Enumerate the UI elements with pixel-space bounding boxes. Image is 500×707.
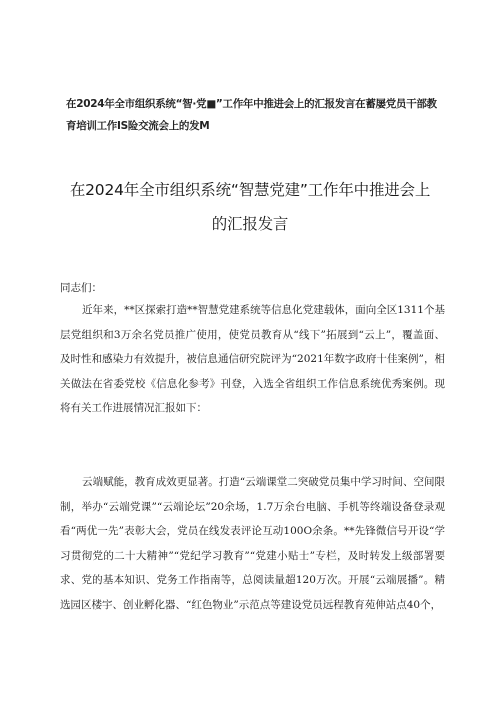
document-header: [66, 93, 446, 137]
paragraph-text: 近年来，**区探索打造**智慧党建系统等信息化党建载体，面向全区1311个基层党组织和3万余名党员推广使用，使党员教育从“线下”拓展到“云上”，覆盖面、及时性和感染力有效提升，被信息通信研究院评为“2021年数字政府十佳案例”，相关做法在省委党校《信息化参考》刊登，入选全省组织工作信息系统优秀案例。现将有关工作进展情况汇报如下：: [60, 304, 445, 415]
document-title-line-2: 的汇报发言: [211, 215, 289, 233]
body-paragraph-2: [60, 470, 445, 618]
header-line-2: 育培训工作IS险交流会上的发M: [66, 120, 210, 132]
paragraph-text: 云端赋能，教育成效更显著。打造“云端课堂二突破党员集中学习时间、空间限制，举办“云端党课”“云端论坛”20余场，1.7万余台电脑、手机等终端设备登录观看“两优一先”表彰大会，党员在线发表评论互动100O余条。**先锋微信号开设“学习贯彻党的二十大精神”“党纪学习教育”“党建小贴士”专栏，及时转发上级部署要求、党的基本知识、党务工作指南等，总阅读量超120万次。开展“云端展播”。精选园区楼宇、创业孵化器、“红色物业”示范点等建设党员远程教育苑伸站点40个，: [60, 476, 445, 611]
body-paragraph-1: [60, 298, 445, 421]
salutation: 同志们：: [60, 282, 102, 294]
header-line-1: 在2024年全市组织系统“智·党■”工作年中推进会上的汇报发言在蓄屡党员干部教: [66, 98, 437, 110]
document-title-line-1: 在2024年全市组织系统“智慧党建”工作年中推进会上: [69, 181, 431, 199]
